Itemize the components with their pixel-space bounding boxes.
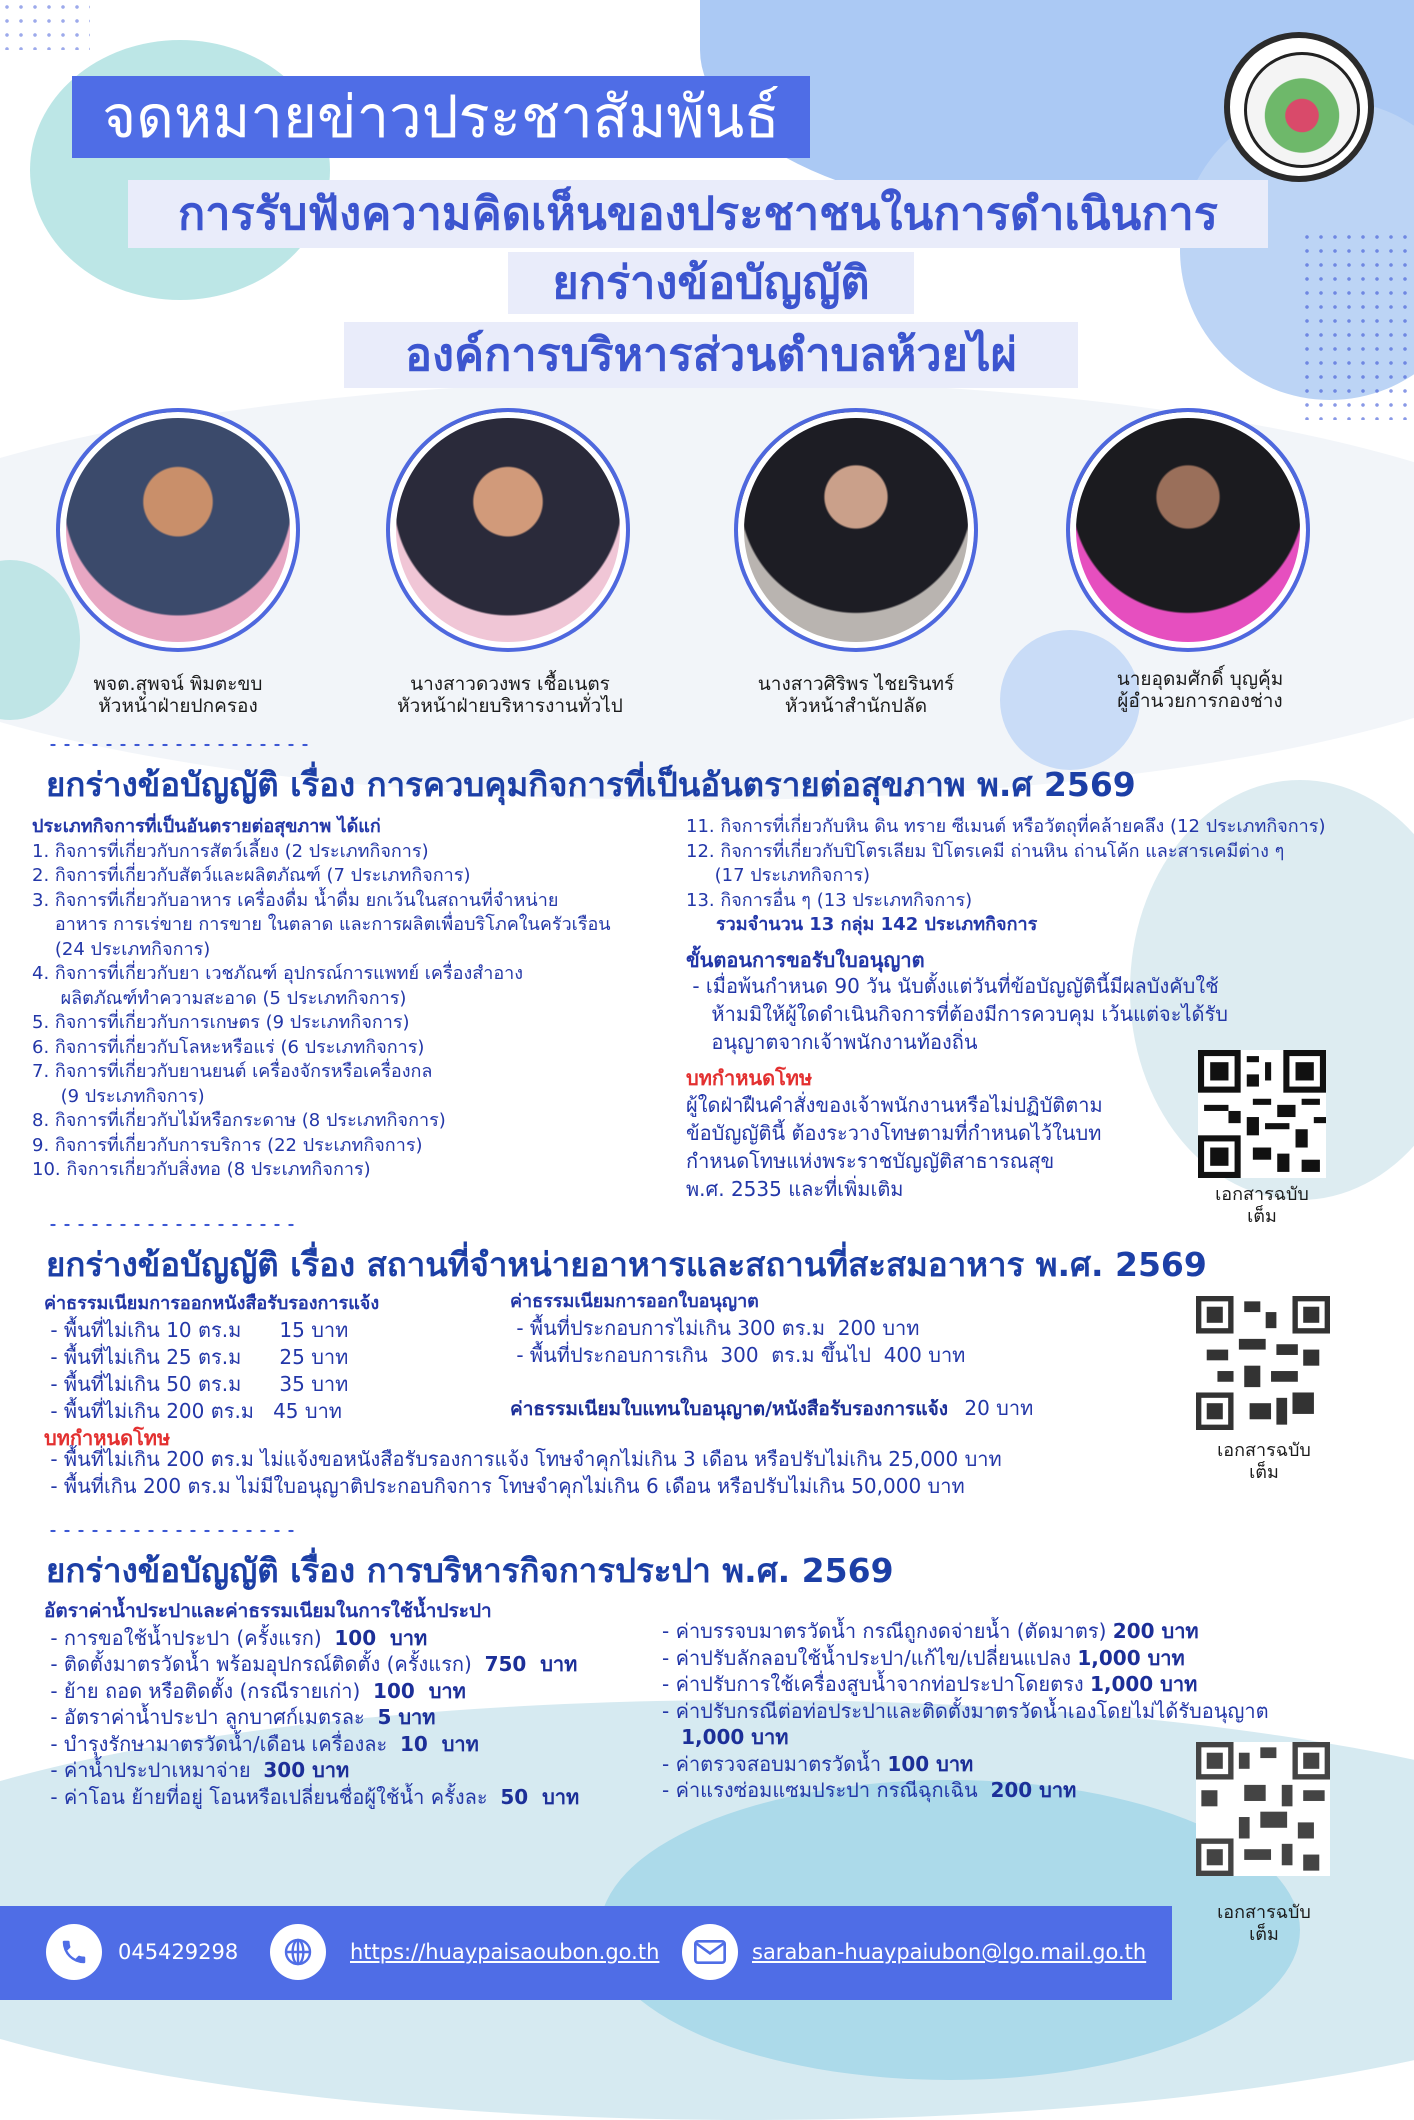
list-item: 12. กิจการที่เกี่ยวกับปิโตรเลียม ปิโตรเคมี ถ่านหิน ถ่านโค้ก และสารเคมีต่าง ๆ (686, 840, 1285, 862)
item-amount: 1,000 บาท (1089, 1672, 1198, 1696)
license-fee-heading: ค่าธรรมเนียมการออกใบอนุญาต (510, 1291, 759, 1312)
person-position: หัวหน้าสำนักปลัด (784, 695, 928, 717)
list-item: 2. กิจการที่เกี่ยวกับสัตว์และผลิตภัณฑ์ (7 ประเภทกิจการ) (32, 865, 471, 886)
item-amount: 1,000 บาท (681, 1725, 789, 1749)
list-item (44, 1651, 684, 1678)
replacement-fee (510, 1395, 1150, 1423)
list-item: ผู้ใดฝ่าฝืนคำสั่งของเจ้าพนักงานหรือไม่ปฏิบัติตาม (686, 1092, 1103, 1117)
item-amount: 300 บาท (263, 1758, 350, 1782)
hazard-total: รวมจำนวน 13 กลุ่ม 142 ประเภทกิจการ (716, 914, 1038, 935)
qr-caption-line: เต็ม (1247, 1206, 1277, 1227)
list-item: กำหนดโทษแห่งพระราชบัญญัติสาธารณสุข (686, 1148, 1055, 1173)
subtitle-line-1: การรับฟังความคิดเห็นของประชาชนในการดำเนินการ (128, 180, 1268, 248)
list-item: - พื้นที่ประกอบการเกิน 300 ตร.ม ขึ้นไป 400 บาท (510, 1343, 966, 1367)
list-item: - พื้นที่ไม่เกิน 200 ตร.ม ไม่แจ้งขอหนังสือรับรองการแจ้ง โทษจำคุกไม่เกิน 3 เดือน หรือปรับไม่เกิน 25,000 บาท (44, 1447, 1002, 1471)
list-item: ผลิตภัณฑ์ทำความสะอาด (5 ประเภทกิจการ) (32, 987, 407, 1009)
person-photo-2 (386, 408, 630, 652)
list-item: (24 ประเภทกิจการ) (32, 938, 211, 960)
bg-dots-left (0, 0, 90, 50)
list-item (662, 1618, 1322, 1645)
qr-code-1[interactable] (1198, 1050, 1326, 1178)
person-photo-4 (1066, 408, 1310, 652)
section-2-right-column (510, 1288, 1150, 1423)
list-item: - พื้นที่ประกอบการไม่เกิน 300 ตร.ม 200 บาท (510, 1316, 920, 1340)
replacement-fee-label: ค่าธรรมเนียมใบแทนใบอนุญาต/หนังสือรับรองการแจ้ง (510, 1398, 949, 1420)
qr-code-icon (1196, 1742, 1330, 1876)
person-caption-4 (1050, 668, 1350, 712)
list-item: 11. กิจการที่เกี่ยวกับหิน ดิน ทราย ซีเมนต์ หรือวัตถุที่คล้ายคลึง (12 ประเภทกิจการ) (686, 816, 1326, 837)
person-name: พจต.สุพจน์ พิมตะขบ (93, 673, 263, 695)
person-position: ผู้อำนวยการกองช่าง (1117, 690, 1283, 712)
item-text: - การขอใช้น้ำประปา (ครั้งแรก) (44, 1625, 335, 1650)
item-amount: 10 บาท (399, 1731, 479, 1756)
person-caption-1 (28, 673, 328, 717)
list-item: ห้ามมิให้ผู้ใดดำเนินกิจการที่ต้องมีการควบคุม เว้นแต่จะได้รับ (686, 1002, 1228, 1026)
list-item: อาหาร การเร่ขาย การขาย ในตลาด และการผลิตเพื่อบริโภคในครัวเรือน (32, 914, 611, 935)
item-text: - ติดตั้งมาตรวัดน้ำ พร้อมอุปกรณ์ติดตั้ง (ครั้งแรก) (44, 1652, 485, 1676)
qr-code-icon (1196, 1296, 1330, 1430)
list-item (44, 1678, 684, 1705)
item-text: - ค่าแรงซ่อมแซมประปา กรณีฉุกเฉิน (662, 1778, 991, 1802)
list-item: - พื้นที่ไม่เกิน 50 ตร.ม 35 บาท (44, 1372, 349, 1396)
qr-caption-line: เอกสารฉบับ (1217, 1902, 1311, 1923)
license-fee-list (510, 1315, 1150, 1369)
item-text: - ค่าปรับการใช้เครื่องสูบน้ำจากท่อประปาโดยตรง (662, 1672, 1090, 1696)
water-fee-heading: อัตราค่าน้ำประปาและค่าธรรมเนียมในการใช้น้ำประปา (44, 1600, 492, 1622)
item-amount: 1,000 บาท (1077, 1645, 1185, 1670)
list-item: 8. กิจการที่เกี่ยวกับไม้หรือกระดาษ (8 ประเภทกิจการ) (32, 1110, 446, 1131)
section-divider-3 (46, 1528, 298, 1534)
person-photo-1 (56, 408, 300, 652)
mail-icon (682, 1924, 738, 1980)
person-caption-2 (360, 673, 660, 717)
item-text: - ค่าโอน ย้ายที่อยู่ โอนหรือเปลี่ยนชื่อผู้ใช้น้ำ ครั้งละ (44, 1784, 501, 1809)
qr-caption-3 (1194, 1902, 1334, 1946)
item-amount: 100 บาท (334, 1625, 428, 1650)
list-item: 4. กิจการที่เกี่ยวกับยา เวชภัณฑ์ อุปกรณ์การแพทย์ เครื่องสำอาง (32, 963, 524, 984)
section-divider-1 (46, 742, 312, 748)
item-text: - ค่าปรับกรณีต่อท่อประปาและติดตั้งมาตรวัดน้ำเองโดยไม่ได้รับอนุญาต (662, 1698, 1269, 1723)
penalty-list-2 (44, 1446, 1194, 1500)
item-amount: 750 บาท (484, 1652, 578, 1676)
footer-website-link[interactable]: https://huaypaisaoubon.go.th (350, 1940, 660, 1964)
replacement-fee-value: 20 บาท (964, 1396, 1034, 1420)
hazard-list-heading: ประเภทกิจการที่เป็นอันตรายต่อสุขภาพ ได้แก่ (32, 816, 381, 837)
person-photo-3 (734, 408, 978, 652)
item-amount: 5 บาท (377, 1705, 436, 1729)
item-amount: 100 บาท (373, 1678, 466, 1703)
list-item: 5. กิจการที่เกี่ยวกับการเกษตร (9 ประเภทกิจการ) (32, 1012, 410, 1033)
subtitle-line-3: องค์การบริหารส่วนตำบลห้วยไผ่ (344, 322, 1078, 388)
list-item: - พื้นที่เกิน 200 ตร.ม ไม่มีใบอนุญาติประกอบกิจการ โทษจำคุกไม่เกิน 6 เดือน หรือปรับไม่เกิน 50,000 บาท (44, 1474, 965, 1498)
item-amount: 100 บาท (887, 1751, 974, 1776)
permit-steps (686, 972, 1406, 1056)
list-item: 7. กิจการที่เกี่ยวกับยานยนต์ เครื่องจักรหรือเครื่องกล (32, 1061, 433, 1082)
list-item: 6. กิจการที่เกี่ยวกับโลหะหรือแร่ (6 ประเภทกิจการ) (32, 1036, 425, 1058)
footer-phone[interactable]: 045429298 (118, 1940, 239, 1964)
section-3-title: ยกร่างข้อบัญญัติ เรื่อง การบริหารกิจการประปา พ.ศ. 2569 (46, 1551, 894, 1590)
person-name: นางสาวดวงพร เชื้อเนตร (410, 673, 610, 695)
section-2-title: ยกร่างข้อบัญญัติ เรื่อง สถานที่จำหน่ายอาหารและสถานที่สะสมอาหาร พ.ศ. 2569 (46, 1245, 1207, 1284)
list-item: (9 ประเภทกิจการ) (32, 1085, 205, 1107)
person-name: นายอุดมศักดิ์ บุญคุ้ม (1116, 668, 1284, 690)
qr-code-3[interactable] (1196, 1742, 1330, 1876)
list-item (662, 1698, 1322, 1725)
list-item: 3. กิจการที่เกี่ยวกับอาหาร เครื่องดื่ม น้ำดื่ม ยกเว้นในสถานที่จำหน่าย (32, 889, 559, 911)
subtitle-line-2: ยกร่างข้อบัญญัติ (508, 252, 914, 314)
list-item: - พื้นที่ไม่เกิน 200 ตร.ม 45 บาท (44, 1399, 342, 1423)
hazard-list (32, 840, 692, 1183)
penalty-heading: บทกำหนดโทษ (686, 1066, 813, 1090)
list-item: ข้อบัญญัตินี้ ต้องระวางโทษตามที่กำหนดไว้ในบท (686, 1120, 1102, 1145)
notice-fee-list (44, 1317, 514, 1425)
list-item (44, 1757, 684, 1784)
penalty-heading-2: บทกำหนดโทษ (44, 1426, 171, 1450)
person-position: หัวหน้าฝ่ายปกครอง (98, 695, 258, 717)
list-item: อนุญาตจากเจ้าพนักงานท้องถิ่น (686, 1030, 978, 1054)
list-item: - พื้นที่ไม่เกิน 10 ตร.ม 15 บาท (44, 1318, 349, 1342)
list-item (662, 1645, 1322, 1672)
list-item: 13. กิจการอื่น ๆ (13 ประเภทกิจการ) (686, 889, 973, 911)
section-3-left-column (44, 1598, 684, 1810)
phone-icon (46, 1924, 102, 1980)
list-item (662, 1671, 1322, 1698)
list-item: - พื้นที่ไม่เกิน 25 ตร.ม 25 บาท (44, 1345, 349, 1369)
logo-emblem-icon (1244, 52, 1360, 168)
list-item (44, 1784, 684, 1811)
qr-caption-1 (1192, 1184, 1332, 1228)
list-item (44, 1704, 684, 1731)
qr-caption-line: เอกสารฉบับ (1217, 1440, 1311, 1461)
list-item (44, 1625, 684, 1652)
footer-email-link[interactable]: saraban-huaypaiubon@lgo.mail.go.th (752, 1940, 1147, 1964)
person-name: นางสาวศิริพร ไชยรินทร์ (757, 673, 955, 695)
item-text: - อัตราค่าน้ำประปา ลูกบาศก์เมตรละ (44, 1705, 378, 1729)
list-item: พ.ศ. 2535 และที่เพิ่มเติม (686, 1176, 904, 1201)
hazard-list-continued (686, 815, 1406, 913)
item-text: - ค่าปรับลักลอบใช้น้ำประปา/แก้ไข/เปลี่ยนแปลง (662, 1645, 1078, 1670)
section-1-left-column (32, 815, 692, 1183)
section-1-title: ยกร่างข้อบัญญัติ เรื่อง การควบคุมกิจการที่เป็นอันตรายต่อสุขภาพ พ.ศ 2569 (46, 765, 1136, 804)
list-item: - เมื่อพ้นกำหนด 90 วัน นับตั้งแต่วันที่ข้อบัญญัตินี้มีผลบังคับใช้ (686, 974, 1219, 998)
item-text (662, 1725, 681, 1749)
bg-dots-right (1300, 230, 1410, 420)
list-item: (17 ประเภทกิจการ) (686, 865, 871, 886)
banner-title: จดหมายข่าวประชาสัมพันธ์ (72, 76, 810, 158)
section-2-left-column (44, 1290, 514, 1452)
item-text: - ค่าตรวจสอบมาตรวัดน้ำ (662, 1751, 888, 1776)
item-text: - บำรุงรักษามาตรวัดน้ำ/เดือน เครื่องละ (44, 1731, 400, 1756)
notice-fee-heading: ค่าธรรมเนียมการออกหนังสือรับรองการแจ้ง (44, 1293, 380, 1314)
list-item (44, 1731, 684, 1758)
water-fee-list (44, 1625, 684, 1811)
person-position: หัวหน้าฝ่ายบริหารงานทั่วไป (397, 695, 623, 717)
item-amount: 50 บาท (500, 1784, 580, 1809)
qr-code-2[interactable] (1196, 1296, 1330, 1430)
person-caption-3 (706, 673, 1006, 717)
qr-caption-line: เอกสารฉบับ (1215, 1184, 1309, 1205)
organization-logo (1224, 32, 1374, 182)
list-item: 10. กิจการเกี่ยวกับสิ่งทอ (8 ประเภทกิจการ) (32, 1159, 371, 1180)
item-amount: 200 บาท (990, 1778, 1077, 1802)
qr-caption-2 (1194, 1440, 1334, 1484)
globe-icon (270, 1924, 326, 1980)
penalty-text (686, 1091, 1186, 1203)
permit-heading: ขั้นตอนการขอรับใบอนุญาต (686, 947, 925, 972)
qr-code-icon (1198, 1050, 1326, 1178)
qr-caption-line: เต็ม (1249, 1462, 1279, 1483)
item-text: - ค่าบรรจบมาตรวัดน้ำ กรณีถูกงดจ่ายน้ำ (ตัดมาตร) (662, 1619, 1113, 1643)
list-item: 1. กิจการที่เกี่ยวกับการสัตว์เลี้ยง (2 ประเภทกิจการ) (32, 840, 429, 862)
item-text: - ค่าน้ำประปาเหมาจ่าย (44, 1758, 264, 1782)
list-item: 9. กิจการที่เกี่ยวกับการบริการ (22 ประเภทกิจการ) (32, 1134, 423, 1156)
item-amount: 200 บาท (1112, 1619, 1199, 1643)
item-text: - ย้าย ถอด หรือติดตั้ง (กรณีรายเก่า) (44, 1678, 374, 1703)
section-divider-2 (46, 1222, 294, 1228)
qr-caption-line: เต็ม (1249, 1924, 1279, 1945)
